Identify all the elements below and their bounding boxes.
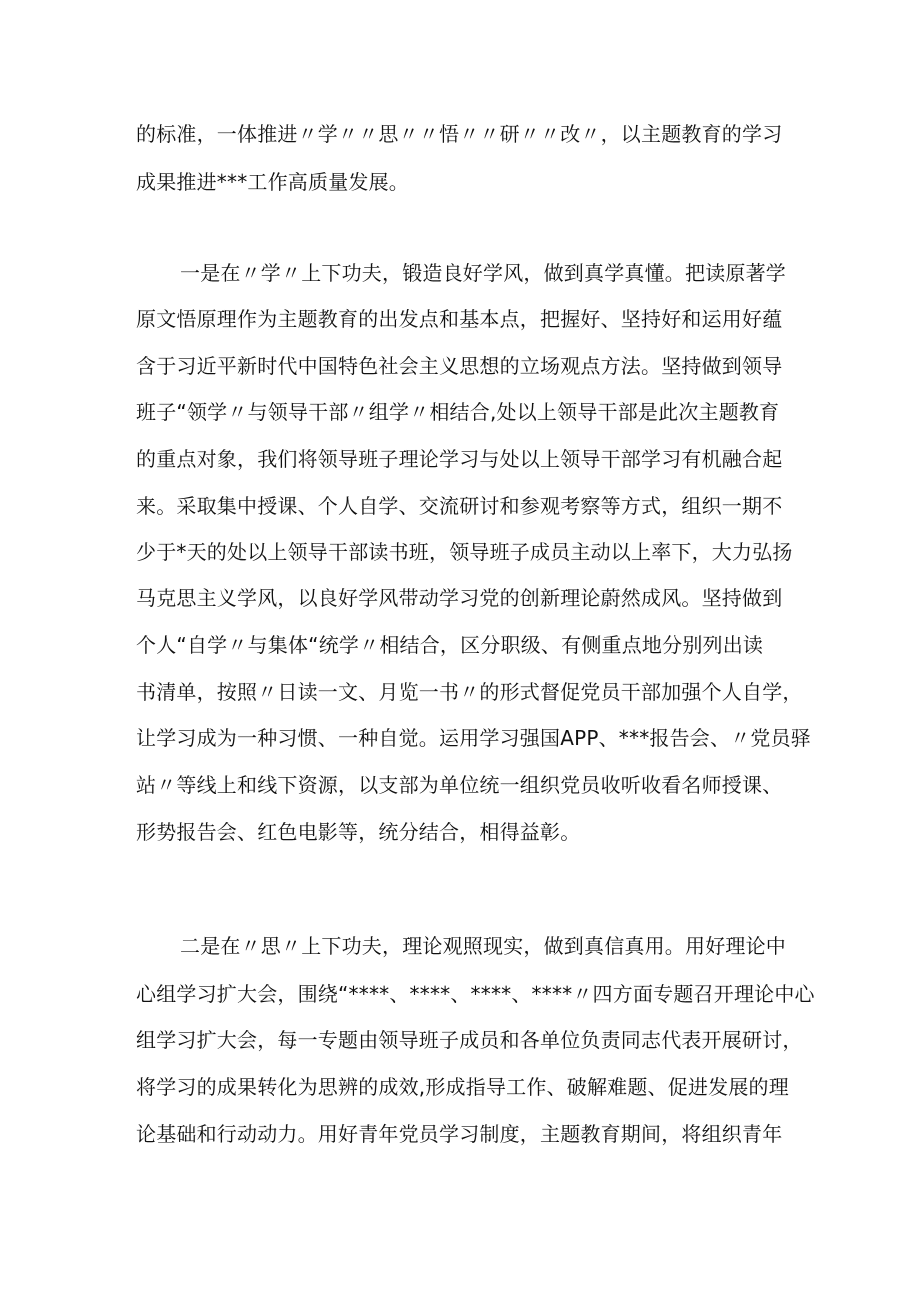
text-line: 让学习成为一种习惯、一种自觉。运用学习强国APP、***报告会、〃党员驿 [136,726,812,750]
text-line: 少于*天的处以上领导干部读书班，领导班子成员主动以上率下，大力弘扬 [136,540,793,564]
text-line: 的标准，一体推进〃学〃〃思〃〃悟〃〃研〃〃改〃，以主题教育的学习 [136,122,783,146]
text-line: 原文悟原理作为主题教育的出发点和基本点，把握好、坚持好和运用好蕴 [136,307,783,331]
text-line: 站〃等线上和线下资源，以支部为单位统一组织党员收听收看名师授课、 [136,773,783,797]
text-line: 一是在〃学〃上下功夫，锻造良好学风，做到真学真懂。把读原著学 [180,261,786,285]
text-line: 马克思主义学风，以良好学风带动学习党的创新理论蔚然成风。坚持做到 [136,586,783,610]
text-line: 将学习的成果转化为思辨的成效,形成指导工作、破解难题、促进发展的理 [136,1075,789,1099]
text-line: 书清单，按照〃日读一文、月览一书〃的形式督促党员干部加强个人自学， [136,680,803,704]
text-line: 论基础和行动动力。用好青年党员学习制度，主题教育期间，将组织青年 [136,1122,783,1146]
text-line: 二是在〃思〃上下功夫，理论观照现实，做到真信真用。用好理论中 [180,934,786,958]
text-line: 来。采取集中授课、个人自学、交流研讨和参观考察等方式，组织一期不 [136,494,783,518]
text-line: 心组学习扩大会，围绕“****、****、****、****〃四方面专题召开理论中心 [136,982,815,1006]
text-line: 的重点对象，我们将领导班子理论学习与处以上领导干部学习有机融合起 [136,447,783,471]
text-line: 含于习近平新时代中国特色社会主义思想的立场观点方法。坚持做到领导 [136,354,783,378]
text-line: 成果推进***工作高质量发展。 [136,170,409,194]
text-line: 班子“领学〃与领导干部〃组学〃相结合,处以上领导干部是此次主题教育 [136,400,780,424]
text-line: 形势报告会、红色电影等，统分结合，相得益彰。 [136,820,581,844]
text-line: 组学习扩大会，每一专题由领导班子成员和各单位负责同志代表开展研讨， [136,1028,803,1052]
text-line: 个人“自学〃与集体“统学〃相结合，区分职级、有侧重点地分别列出读 [136,633,764,657]
